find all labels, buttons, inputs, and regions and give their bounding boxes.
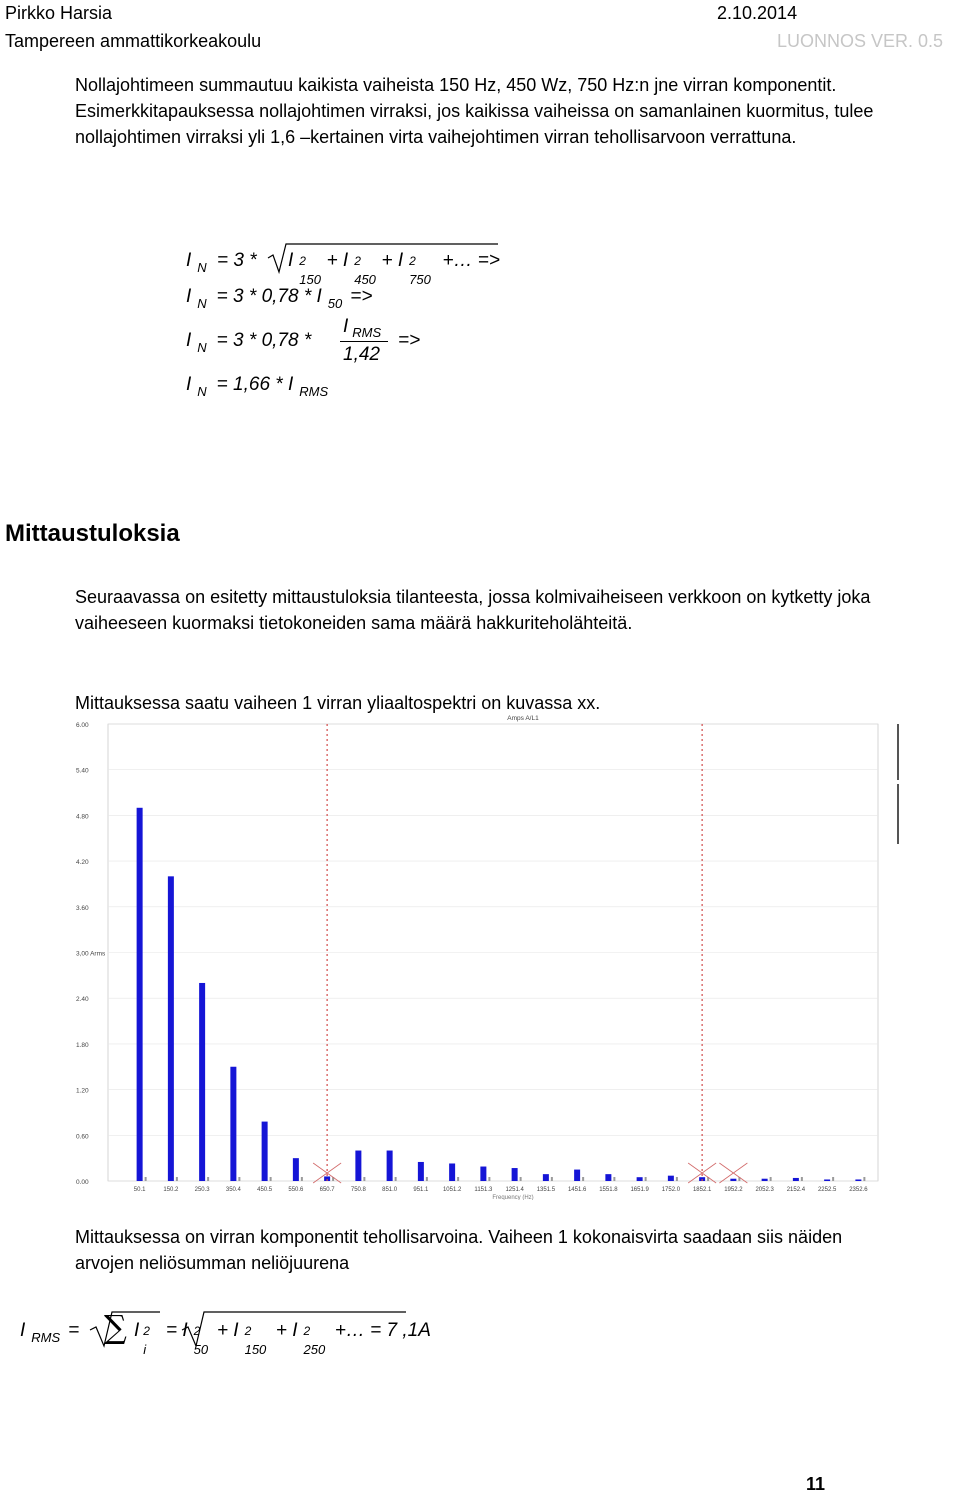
sqrt-symbol-inner	[180, 1306, 420, 1350]
spectrum-bar	[730, 1179, 736, 1181]
y-tick-label: 3.60	[76, 904, 89, 912]
spectrum-bar-minor	[457, 1177, 459, 1181]
eq3-tail: =>	[398, 330, 421, 351]
page-number: 11	[806, 1474, 826, 1494]
x-tick-label: 450.5	[257, 1187, 273, 1193]
x-tick-label: 2252.5	[817, 1187, 837, 1193]
eq4: I $_N$ = 1,66 * I $_{RMS}$	[186, 374, 329, 399]
y-tick-label: 1.80	[76, 1041, 89, 1049]
rms-term: I 2 i	[134, 1320, 150, 1357]
sigma-symbol: ∑	[104, 1308, 127, 1346]
sqrt-symbol-outer	[88, 1306, 168, 1357]
closing-paragraph: Mittauksessa on virran komponentit tehollisarvoina. Vaiheen 1 kokonaisvirta saadaan siis näiden arvojen neliösumman neliöjuurena	[75, 1227, 843, 1273]
eq3-denominator: 1,42	[343, 344, 380, 365]
spectrum-bar	[355, 1151, 361, 1181]
header-date: 2.10.2014	[717, 3, 798, 23]
y-tick-label: 2.40	[76, 996, 89, 1004]
rms-expansion: = I 2 50 + I 2 150 + I 2 250 +… = 7 ,1A	[166, 1320, 431, 1357]
x-tick-label: 1451.6	[567, 1187, 587, 1193]
spectrum-bar-minor	[145, 1177, 147, 1181]
header-version: LUONNOS VER. 0.5	[777, 31, 944, 51]
x-tick-label: 851.0	[382, 1187, 398, 1193]
y-tick-label: 0.60	[76, 1133, 89, 1141]
y-tick-label: 4.20	[76, 859, 89, 867]
section-heading: Mittaustuloksia	[5, 520, 180, 547]
spectrum-bar-minor	[613, 1177, 615, 1181]
eq1-lhs: I $_N$	[186, 250, 207, 275]
intro-paragraph: Nollajohtimeen summautuu kaikista vaiheista 150 Hz, 450 Wz, 750 Hz:n jne virran komponentit. Esimerkkitapauksessa nollajohtimen virraksi, jos kaikissa vaiheissa on samanlainen kuormitus, tulee nollajohtimen virraksi yli 1,6 –kertainen virta vaihejohtimen virran tehollisarvoon verrattuna.	[75, 75, 874, 147]
rms-lhs: I $_{RMS}$ =	[20, 1320, 80, 1345]
spectrum-bar	[199, 983, 205, 1181]
spectrum-bar-minor	[488, 1177, 490, 1181]
header-organization: Tampereen ammattikorkeakoulu	[5, 31, 262, 51]
spectrum-bar	[293, 1158, 299, 1181]
eq1-coefficient: = 3 *	[217, 250, 257, 271]
eq1-terms: I 2 150 + I 2 450 + I 2 750 +… =>	[288, 250, 501, 287]
spectrum-caption: Mittauksessa saatu vaiheen 1 virran yliaaltospektri on kuvassa xx.	[75, 693, 601, 713]
spectrum-bar	[137, 808, 143, 1181]
eq3-numerator: I $_{RMS}$	[343, 316, 382, 340]
spectrum-bar	[762, 1179, 768, 1181]
header-author: Pirkko Harsia	[5, 3, 113, 23]
x-tick-label: 2152.4	[786, 1187, 806, 1193]
x-tick-label: 1852.1	[692, 1187, 712, 1193]
fraction-bar	[340, 341, 388, 342]
spectrum-bar	[480, 1167, 486, 1181]
x-tick-label: 2352.6	[849, 1187, 868, 1193]
y-tick-label: 1.20	[76, 1087, 89, 1095]
spectrum-bar	[387, 1151, 393, 1181]
spectrum-bar-minor	[770, 1177, 772, 1181]
y-tick-label: 0.00	[76, 1179, 89, 1186]
spectrum-bar-minor	[863, 1177, 865, 1181]
x-tick-label: 1952.2	[724, 1187, 743, 1193]
y-tick-label: 5.40	[76, 767, 89, 775]
spectrum-bar-minor	[582, 1177, 584, 1181]
spectrum-bar-minor	[520, 1177, 522, 1181]
x-tick-label: 1051.2	[442, 1187, 462, 1193]
spectrum-bar-minor	[301, 1177, 303, 1181]
x-tick-label: 750.8	[350, 1187, 366, 1193]
spectrum-bar	[262, 1122, 268, 1181]
spectrum-bar	[793, 1178, 799, 1181]
spectrum-bar	[605, 1174, 611, 1181]
x-tick-label: 650.7	[319, 1187, 335, 1193]
x-tick-label: 350.4	[225, 1187, 241, 1193]
spectrum-bar-minor	[176, 1177, 178, 1181]
chart-title: Amps A/L1	[507, 715, 539, 722]
spectrum-bar	[512, 1168, 518, 1181]
spectrum-bar-minor	[270, 1177, 272, 1181]
x-tick-label: 50.1	[133, 1187, 146, 1193]
x-tick-label: 1551.8	[599, 1187, 618, 1193]
spectrum-bar-minor	[551, 1177, 553, 1181]
spectrum-chart	[72, 712, 902, 1200]
x-tick-label: 951.1	[413, 1187, 429, 1193]
spectrum-bar-minor	[363, 1177, 365, 1181]
x-tick-label: 1752.0	[661, 1187, 681, 1193]
spectrum-bar	[543, 1174, 549, 1181]
spectrum-bar	[824, 1179, 830, 1181]
spectrum-bar-minor	[645, 1177, 647, 1181]
spectrum-bar-minor	[832, 1177, 834, 1181]
spectrum-bar-minor	[801, 1177, 803, 1181]
spectrum-bar	[449, 1163, 455, 1181]
section-paragraph: Seuraavassa on esitetty mittaustuloksia tilanteesta, jossa kolmivaiheiseen verkkoon on kytketty joka vaiheeseen kuormaksi tietokoneiden sama määrä hakkuriteholähteitä.	[75, 587, 871, 633]
x-tick-label: 2052.3	[755, 1187, 774, 1193]
x-tick-label: 1251.4	[505, 1187, 524, 1193]
x-tick-label: 550.6	[288, 1187, 304, 1193]
x-tick-label: 1651.9	[630, 1187, 649, 1193]
spectrum-bar-minor	[395, 1177, 397, 1181]
x-axis-label: Frequency (Hz)	[492, 1195, 534, 1200]
y-tick-label: 4.80	[76, 813, 89, 821]
x-tick-label: 150.2	[163, 1187, 179, 1193]
spectrum-bar-minor	[207, 1177, 209, 1181]
y-tick-label: 6.00	[76, 722, 89, 729]
eq2: I $_N$ = 3 * 0,78 * I $_{50}$ =>	[186, 286, 373, 311]
spectrum-bar	[168, 876, 174, 1181]
spectrum-bar-minor	[426, 1177, 428, 1181]
spectrum-bar-minor	[238, 1177, 240, 1181]
x-tick-label: 1351.5	[536, 1187, 556, 1193]
y-tick-label: 3,00 Arms	[76, 950, 106, 958]
spectrum-bar	[418, 1162, 424, 1181]
spectrum-bar	[230, 1067, 236, 1181]
eq3: I $_N$ = 3 * 0,78 *	[186, 330, 312, 355]
spectrum-bar	[855, 1179, 861, 1181]
x-tick-label: 1151.3	[474, 1187, 493, 1193]
spectrum-bar-minor	[676, 1177, 678, 1181]
x-tick-label: 250.3	[194, 1187, 210, 1193]
spectrum-bar	[637, 1177, 643, 1181]
spectrum-bar	[574, 1170, 580, 1181]
spectrum-bar	[668, 1176, 674, 1181]
